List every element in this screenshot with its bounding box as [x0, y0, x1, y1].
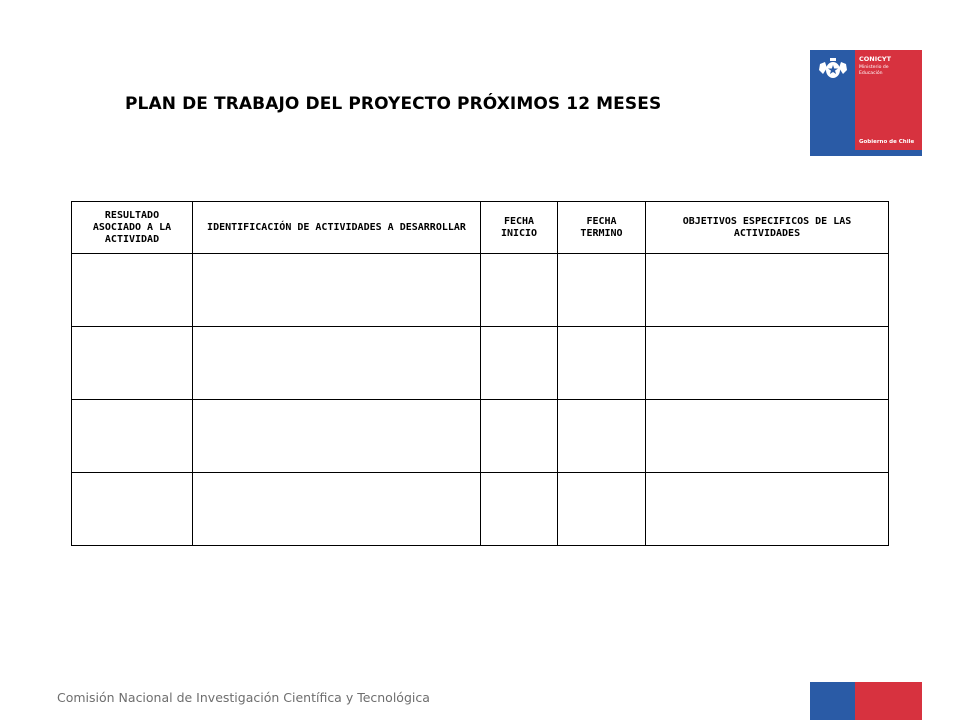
- logo-ministry-line1: Ministerio de: [859, 65, 889, 70]
- logo-ministry-line2: Educación: [859, 70, 883, 76]
- table-cell[interactable]: [646, 400, 889, 473]
- table-header-row: [72, 202, 889, 254]
- table-cell[interactable]: [193, 400, 481, 473]
- table-cell[interactable]: [646, 254, 889, 327]
- logo-name: CONICYT: [859, 55, 892, 63]
- table-row: [72, 327, 889, 400]
- footer-flag-red: [855, 682, 922, 720]
- table-cell[interactable]: [558, 254, 646, 327]
- header-resultado: RESULTADO ASOCIADO A LA ACTIVIDAD: [72, 202, 193, 254]
- table-cell[interactable]: [193, 254, 481, 327]
- page-title: PLAN DE TRABAJO DEL PROYECTO PRÓXIMOS 12 MESES: [125, 94, 662, 114]
- table-cell[interactable]: [481, 400, 558, 473]
- logo-red-field: [855, 50, 922, 150]
- logo-bottom-bar: [855, 150, 922, 156]
- table-cell[interactable]: [646, 327, 889, 400]
- table-cell[interactable]: [481, 473, 558, 546]
- table-cell[interactable]: [646, 473, 889, 546]
- table-cell[interactable]: [558, 400, 646, 473]
- table-cell[interactable]: [72, 327, 193, 400]
- header-identificacion: IDENTIFICACIÓN DE ACTIVIDADES A DESARROLLAR: [193, 202, 481, 254]
- table-cell[interactable]: [72, 254, 193, 327]
- table-row: [72, 254, 889, 327]
- table-cell[interactable]: [72, 473, 193, 546]
- footer-flag-bar: [810, 682, 922, 720]
- logo-ministry: [859, 65, 889, 76]
- table-row: [72, 473, 889, 546]
- table-cell[interactable]: [558, 327, 646, 400]
- conicyt-logo: [810, 50, 922, 156]
- table-cell[interactable]: [481, 254, 558, 327]
- logo-blue-field: [810, 50, 855, 156]
- logo-government: Gobierno de Chile: [859, 139, 915, 145]
- coat-of-arms-icon: [817, 56, 849, 82]
- header-fecha-inicio: FECHA INICIO: [481, 202, 558, 254]
- table-cell[interactable]: [558, 473, 646, 546]
- table-cell[interactable]: [193, 327, 481, 400]
- header-objetivos: OBJETIVOS ESPECIFICOS DE LAS ACTIVIDADES: [646, 202, 889, 254]
- logo-right-field: [855, 50, 922, 156]
- table-row: [72, 400, 889, 473]
- header-fecha-termino: FECHA TERMINO: [558, 202, 646, 254]
- table-cell[interactable]: [481, 327, 558, 400]
- footer-flag-blue: [810, 682, 855, 720]
- footer-institution: Comisión Nacional de Investigación Científica y Tecnológica: [57, 690, 430, 705]
- work-plan-table: [71, 201, 889, 546]
- table-cell[interactable]: [72, 400, 193, 473]
- table-cell[interactable]: [193, 473, 481, 546]
